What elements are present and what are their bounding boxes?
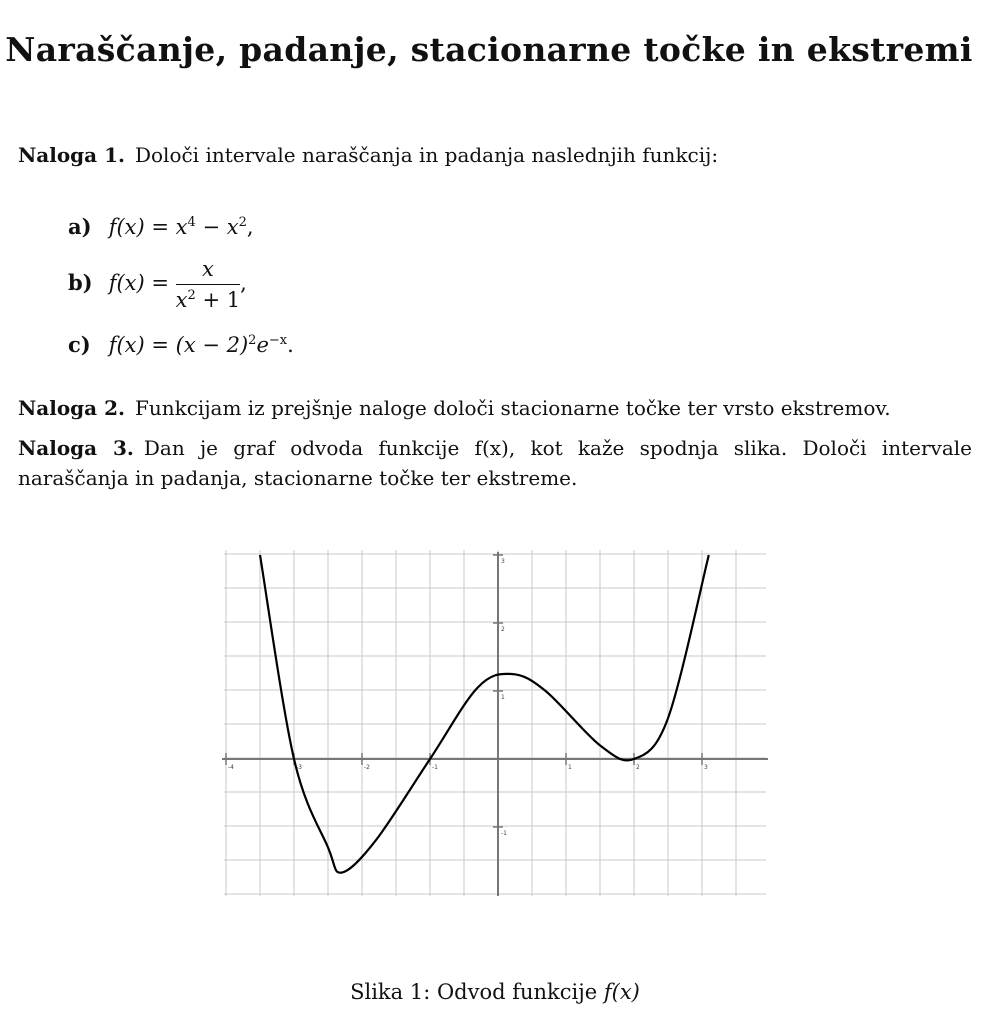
page-title: Naraščanje, padanje, stacionarne točke in ekstremi (5, 30, 973, 69)
derivative-chart (220, 548, 770, 898)
task1-item-b (68, 257, 247, 312)
item-a-lhs: f(x) = x (108, 215, 188, 239)
derivative-curve (260, 555, 709, 873)
x-tick-label: -4 (228, 764, 234, 771)
y-tick-label: 3 (501, 558, 505, 565)
y-tick-label: 1 (501, 694, 505, 701)
caption-text: Slika 1: Odvod funkcije (350, 980, 604, 1004)
item-a-exp1: 4 (187, 215, 196, 230)
task2-text: Funkcijam iz prejšnje naloge določi stacionarne točke ter vrsto ekstremov. (134, 396, 891, 420)
y-tick-label: 2 (501, 626, 505, 633)
item-c-end: . (287, 333, 294, 357)
item-a-end: , (246, 215, 254, 239)
caption-math: f(x) (603, 980, 640, 1004)
task1-item-a (68, 214, 254, 239)
item-b-end: , (240, 271, 247, 295)
item-c-exp2: −x (268, 333, 288, 348)
x-tick-label: 2 (636, 764, 640, 771)
task1-paragraph (18, 140, 972, 170)
item-b-den-rest: + 1 (195, 288, 241, 312)
task3-text: Dan je graf odvoda funkcije f(x), kot kaže spodnja slika. Določi intervale naraščanja in padanja, stacionarne točke ter ekstreme. (18, 436, 973, 490)
task1-text: Določi intervale naraščanja in padanja naslednjih funkcij: (134, 143, 719, 167)
item-b-den-base: x (175, 288, 188, 312)
y-tick-label: -1 (501, 830, 507, 837)
item-c-mid: e (256, 333, 269, 357)
item-a-mid: − x (195, 215, 239, 239)
item-c-exp1: 2 (248, 333, 257, 348)
x-tick-label: -2 (364, 764, 370, 771)
item-b-lhs: f(x) = (108, 271, 169, 295)
x-tick-label: -3 (296, 764, 302, 771)
x-tick-label: 3 (704, 764, 708, 771)
item-c-lhs: f(x) = (x − 2) (108, 333, 249, 357)
item-b-den-exp: 2 (187, 288, 196, 303)
task1-item-c (68, 332, 294, 357)
item-b-label: b) (68, 270, 93, 295)
item-b-numerator: x (176, 257, 240, 285)
x-tick-label: 1 (568, 764, 572, 771)
figure-caption (0, 980, 990, 1004)
item-b-denominator (176, 285, 240, 312)
task2-paragraph (18, 393, 972, 423)
task3-paragraph (18, 433, 972, 493)
task3-label: Naloga 3. (18, 436, 134, 460)
item-b-fraction (176, 257, 240, 312)
task2-label: Naloga 2. (18, 396, 125, 420)
task1-label: Naloga 1. (18, 143, 125, 167)
item-c-label: c) (68, 332, 91, 357)
item-a-exp2: 2 (238, 215, 247, 230)
x-tick-label: -1 (432, 764, 438, 771)
item-a-label: a) (68, 214, 92, 239)
